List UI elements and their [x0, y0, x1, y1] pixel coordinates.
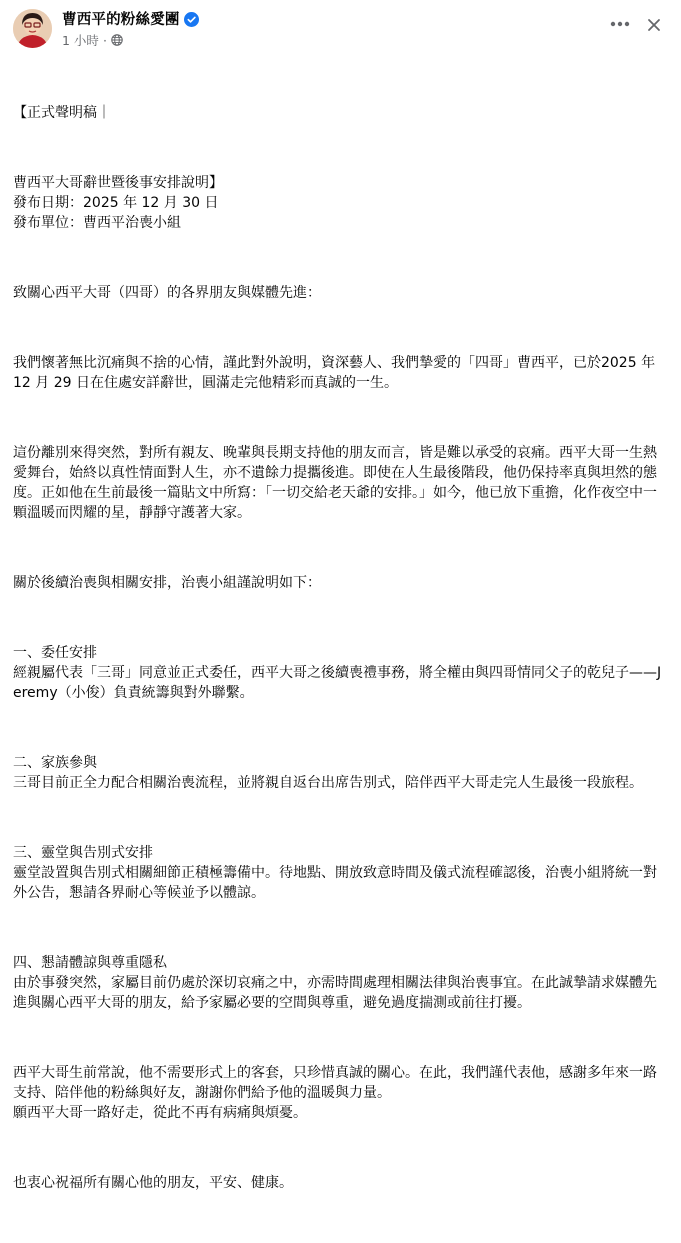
meta-separator: · [102, 32, 107, 48]
post-paragraph: 西平大哥生前常說，他不需要形式上的客套，只珍惜真誠的關心。在此，我們謹代表他，感謝多年來一路支持、陪伴他的粉絲與好友，謝謝你們給予他的溫暖與力量。 願西平大哥一路好走，從此不再有病痛與煩憂。 [13, 1065, 657, 1121]
more-options-icon [610, 21, 630, 27]
post-section-privacy: 四、懇請體諒與尊重隱私 由於事發突然，家屬目前仍處於深切哀痛之中，亦需時間處理相關法律與治喪事宜。在此誠摯請求媒體先進與關心西平大哥的朋友，給予家屬必要的空間與尊重，避免過度揣測或前往打擾。 [13, 955, 657, 1011]
close-icon [646, 17, 662, 33]
post-meta [62, 31, 123, 49]
post-paragraph: 這份離別來得突然，對所有親友、晚輩與長期支持他的朋友而言，皆是難以承受的哀痛。西平大哥一生熱愛舞台，始終以真性情面對人生，亦不遺餘力提攜後進。即使在人生最後階段，他仍保持率真與坦然的態度。正如他在生前最後一篇貼文中所寫：「一切交給老天爺的安排。」如今，他已放下重擔，化作夜空中一顆溫暖而閃耀的星，靜靜守護著大家。 [13, 445, 657, 521]
more-options-button[interactable] [606, 12, 634, 36]
globe-icon[interactable] [111, 34, 123, 46]
post-paragraph-heading: 【正式聲明稿｜ [13, 105, 111, 121]
post-header [0, 0, 681, 62]
page-name-link[interactable]: 曹西平的粉絲愛團 [62, 12, 180, 28]
post-section-appointment: 一、委任安排 經親屬代表「三哥」同意並正式委任，西平大哥之後續喪禮事務，將全權由與四哥情同父子的乾兒子——Jeremy（小俊）負責統籌與對外聯繫。 [13, 645, 662, 701]
post-paragraph-salutation: 致關心西平大哥（四哥）的各界朋友與媒體先進： [13, 285, 321, 301]
verified-badge-icon [184, 12, 199, 27]
post-body [13, 63, 668, 1243]
post-section-family: 二、家族參與 三哥目前正全力配合相關治喪流程，並將親自返台出席告別式，陪伴西平大哥走完人生最後一段旅程。 [13, 755, 643, 791]
post-paragraph-closing: 也衷心祝福所有關心他的朋友，平安、健康。 [13, 1175, 293, 1191]
post-timestamp[interactable]: 1 小時 [62, 33, 99, 48]
page-avatar[interactable] [13, 9, 52, 48]
page-name-row [62, 8, 199, 29]
post-paragraph: 關於後續治喪與相關安排，治喪小組謹說明如下： [13, 575, 321, 591]
close-button[interactable] [640, 11, 668, 39]
post-section-memorial: 三、靈堂與告別式安排 靈堂設置與告別式相關細節正積極籌備中。待地點、開放致意時間及儀式流程確認後，治喪小組將統一對外公告，懇請各界耐心等候並予以體諒。 [13, 845, 657, 901]
avatar-image [13, 9, 52, 48]
post-paragraph-title-info: 曹西平大哥辭世暨後事安排說明】 發布日期：2025 年 12 月 30 日 發布單位：曹西平治喪小組 [13, 175, 223, 231]
post-paragraph: 我們懷著無比沉痛與不捨的心情，謹此對外說明，資深藝人、我們摯愛的「四哥」曹西平，已於2025 年 12 月 29 日在住處安詳辭世，圓滿走完他精彩而真誠的一生。 [13, 355, 660, 391]
